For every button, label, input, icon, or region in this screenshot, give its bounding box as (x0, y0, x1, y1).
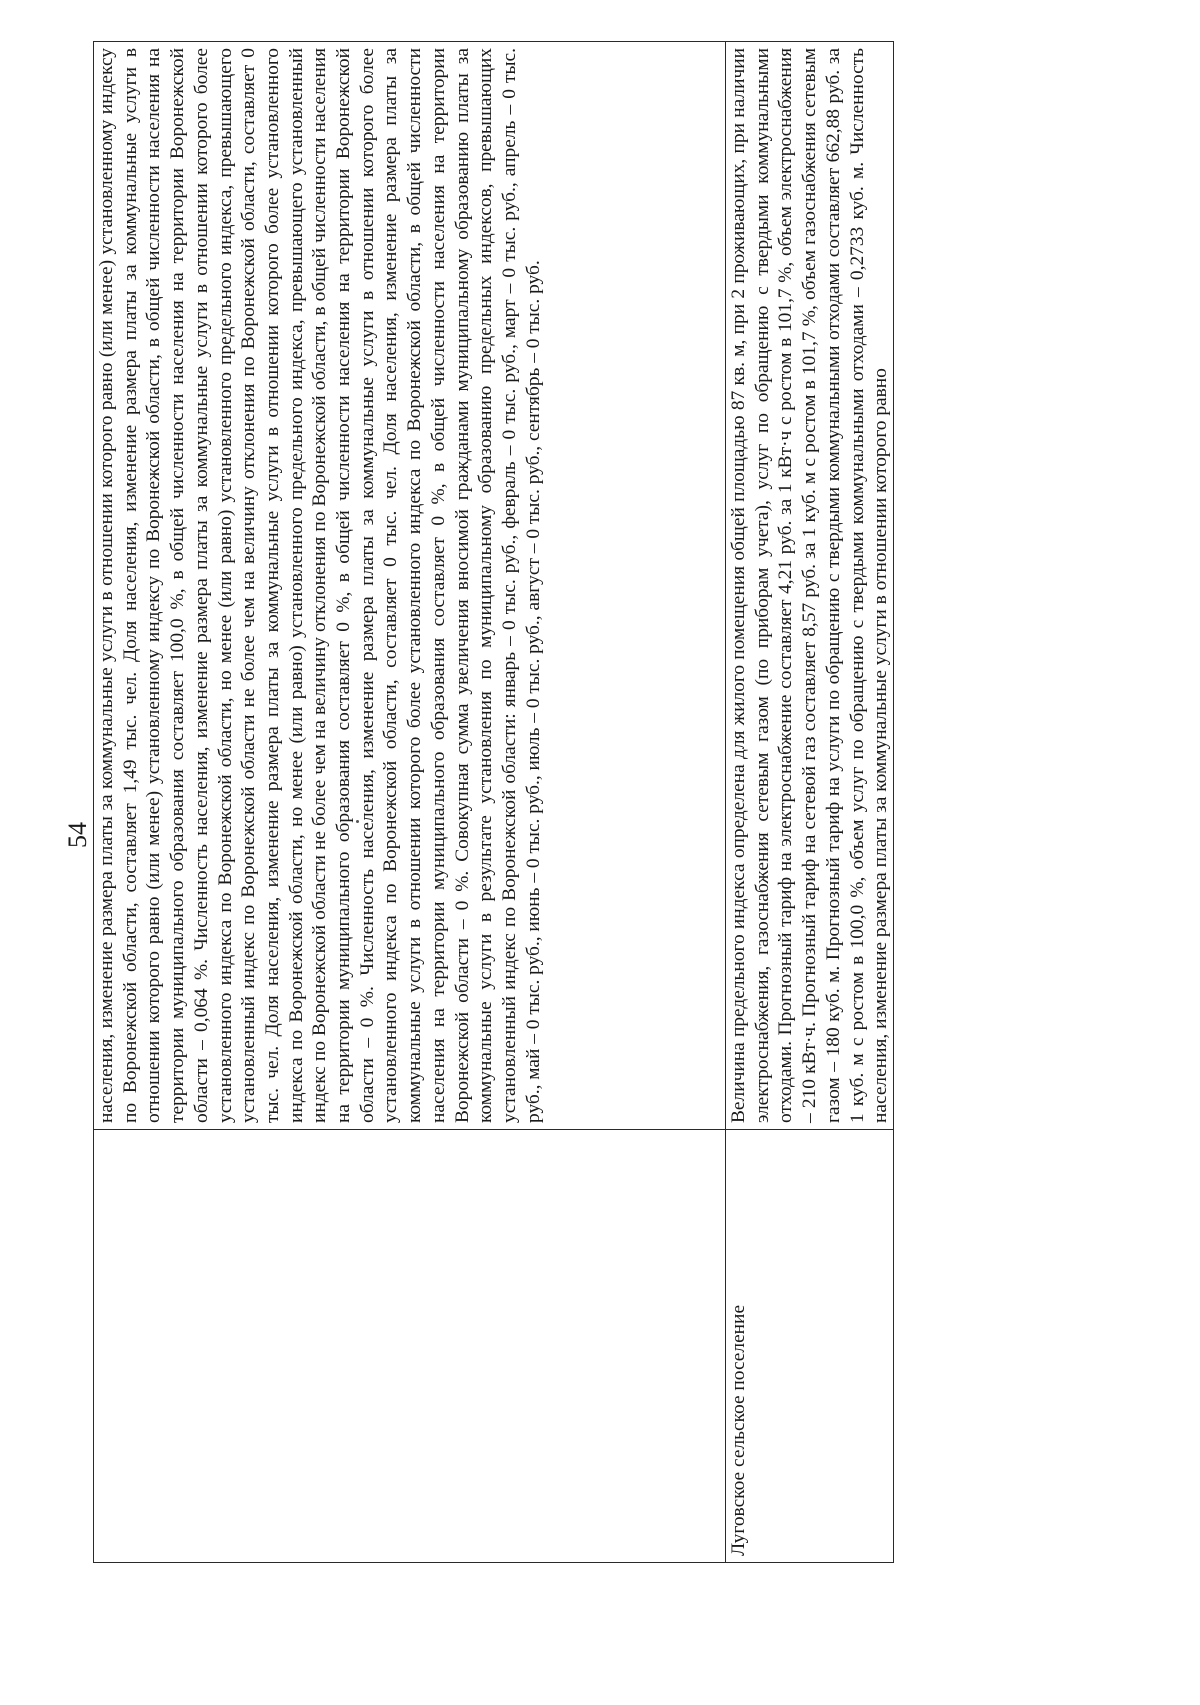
table-row (94, 42, 726, 1563)
description-cell (726, 42, 894, 1130)
description-text: населения, изменение размера платы за коммунальные услуги в отношении которого равно (или менее) установленному индексу по Воронежской области, составляет 1,49 тыс. чел. Доля населения, изменение размера платы за коммунальные услуги в отношении которого равно (или менее) установленному индексу по Воронежской области, в общей численности населения на территории муниципального образования составляет 100,0 %, в общей численности населения на территории Воронежской области – 0,064 %. Численность населения, изменение размера платы за коммунальные услуги в отношении которого более установленного индекса по Воронежской области, но менее (или равно) установленного предельного индекса, превышающего установленный индекс по Воронежской области не более чем на величину отклонения по Воронежской области, составляет 0 тыс. чел. Доля населения, изменение размера платы за коммунальные услуги в отношении которого более установленного индекса по Воронежской области, но менее (или равно) установленного предельного индекса, превышающего установленный индекс по Воронежской области не более чем на величину отклонения по Воронежской области, в общей численности населения на территории муниципального образования составляет 0 %, в общей численности населения на территории Воронежской области – 0 %. Численность населения, изменение размера платы за коммунальные услуги в отношении которого более установленного индекса по Воронежской области, составляет 0 тыс. чел. Доля населения, изменение размера платы за коммунальные услуги в отношении которого более установленного индекса по Воронежской области, в общей численности населения на территории муниципального образования составляет 0 %, в общей численности населения на территории Воронежской области – 0 %. Совокупная сумма увеличения вносимой гражданами муниципальному образованию платы за коммунальные услуги в результате установления по муниципальному образованию предельных индексов, превышающих установленный индекс по Воронежской области: январь – 0 тыс. руб., февраль – 0 тыс. руб., март – 0 тыс. руб., апрель – 0 тыс. руб., май – 0 тыс. руб., июнь – 0 тыс. руб., июль – 0 тыс. руб., август – 0 тыс. руб., сентябрь – 0 тыс. руб. (96, 48, 544, 1123)
description-cell (94, 42, 726, 1130)
settlement-name-cell (94, 1130, 726, 1563)
table-row (726, 42, 894, 1563)
description-text: Величина предельного индекса определена для жилого помещения общей площадью 87 кв. м, при 2 проживающих, при наличии электроснабжения, газоснабжения сетевым газом (по приборам учета), услуг по обращению с твердыми коммунальными отходами. Прогнозный тариф на электроснабжение составляет 4,21 руб. за 1 кВт·ч с ростом в 101,7 %, объем электроснабжения – 210 кВт·ч. Прогнозный тариф на сетевой газ составляет 8,57 руб. за 1 куб. м с ростом в 101,7 %, объем газоснабжения сетевым газом – 180 куб. м. Прогнозный тариф на услуги по обращению с твердыми коммунальными отходами составляет 662,88 руб. за 1 куб. м с ростом в 100,0 %, объем услуг по обращению с твердыми коммунальными отходами – 0,2733 куб. м. Численность населения, изменение размера платы за коммунальные услуги в отношении которого равно (728, 48, 892, 1123)
settlement-name-cell (726, 1130, 894, 1563)
settlement-name: Луговское сельское поселение (728, 1304, 749, 1556)
rotated-table-wrapper (93, 48, 892, 1563)
tariff-index-table (93, 41, 894, 1563)
page-number: 54 (63, 822, 92, 848)
